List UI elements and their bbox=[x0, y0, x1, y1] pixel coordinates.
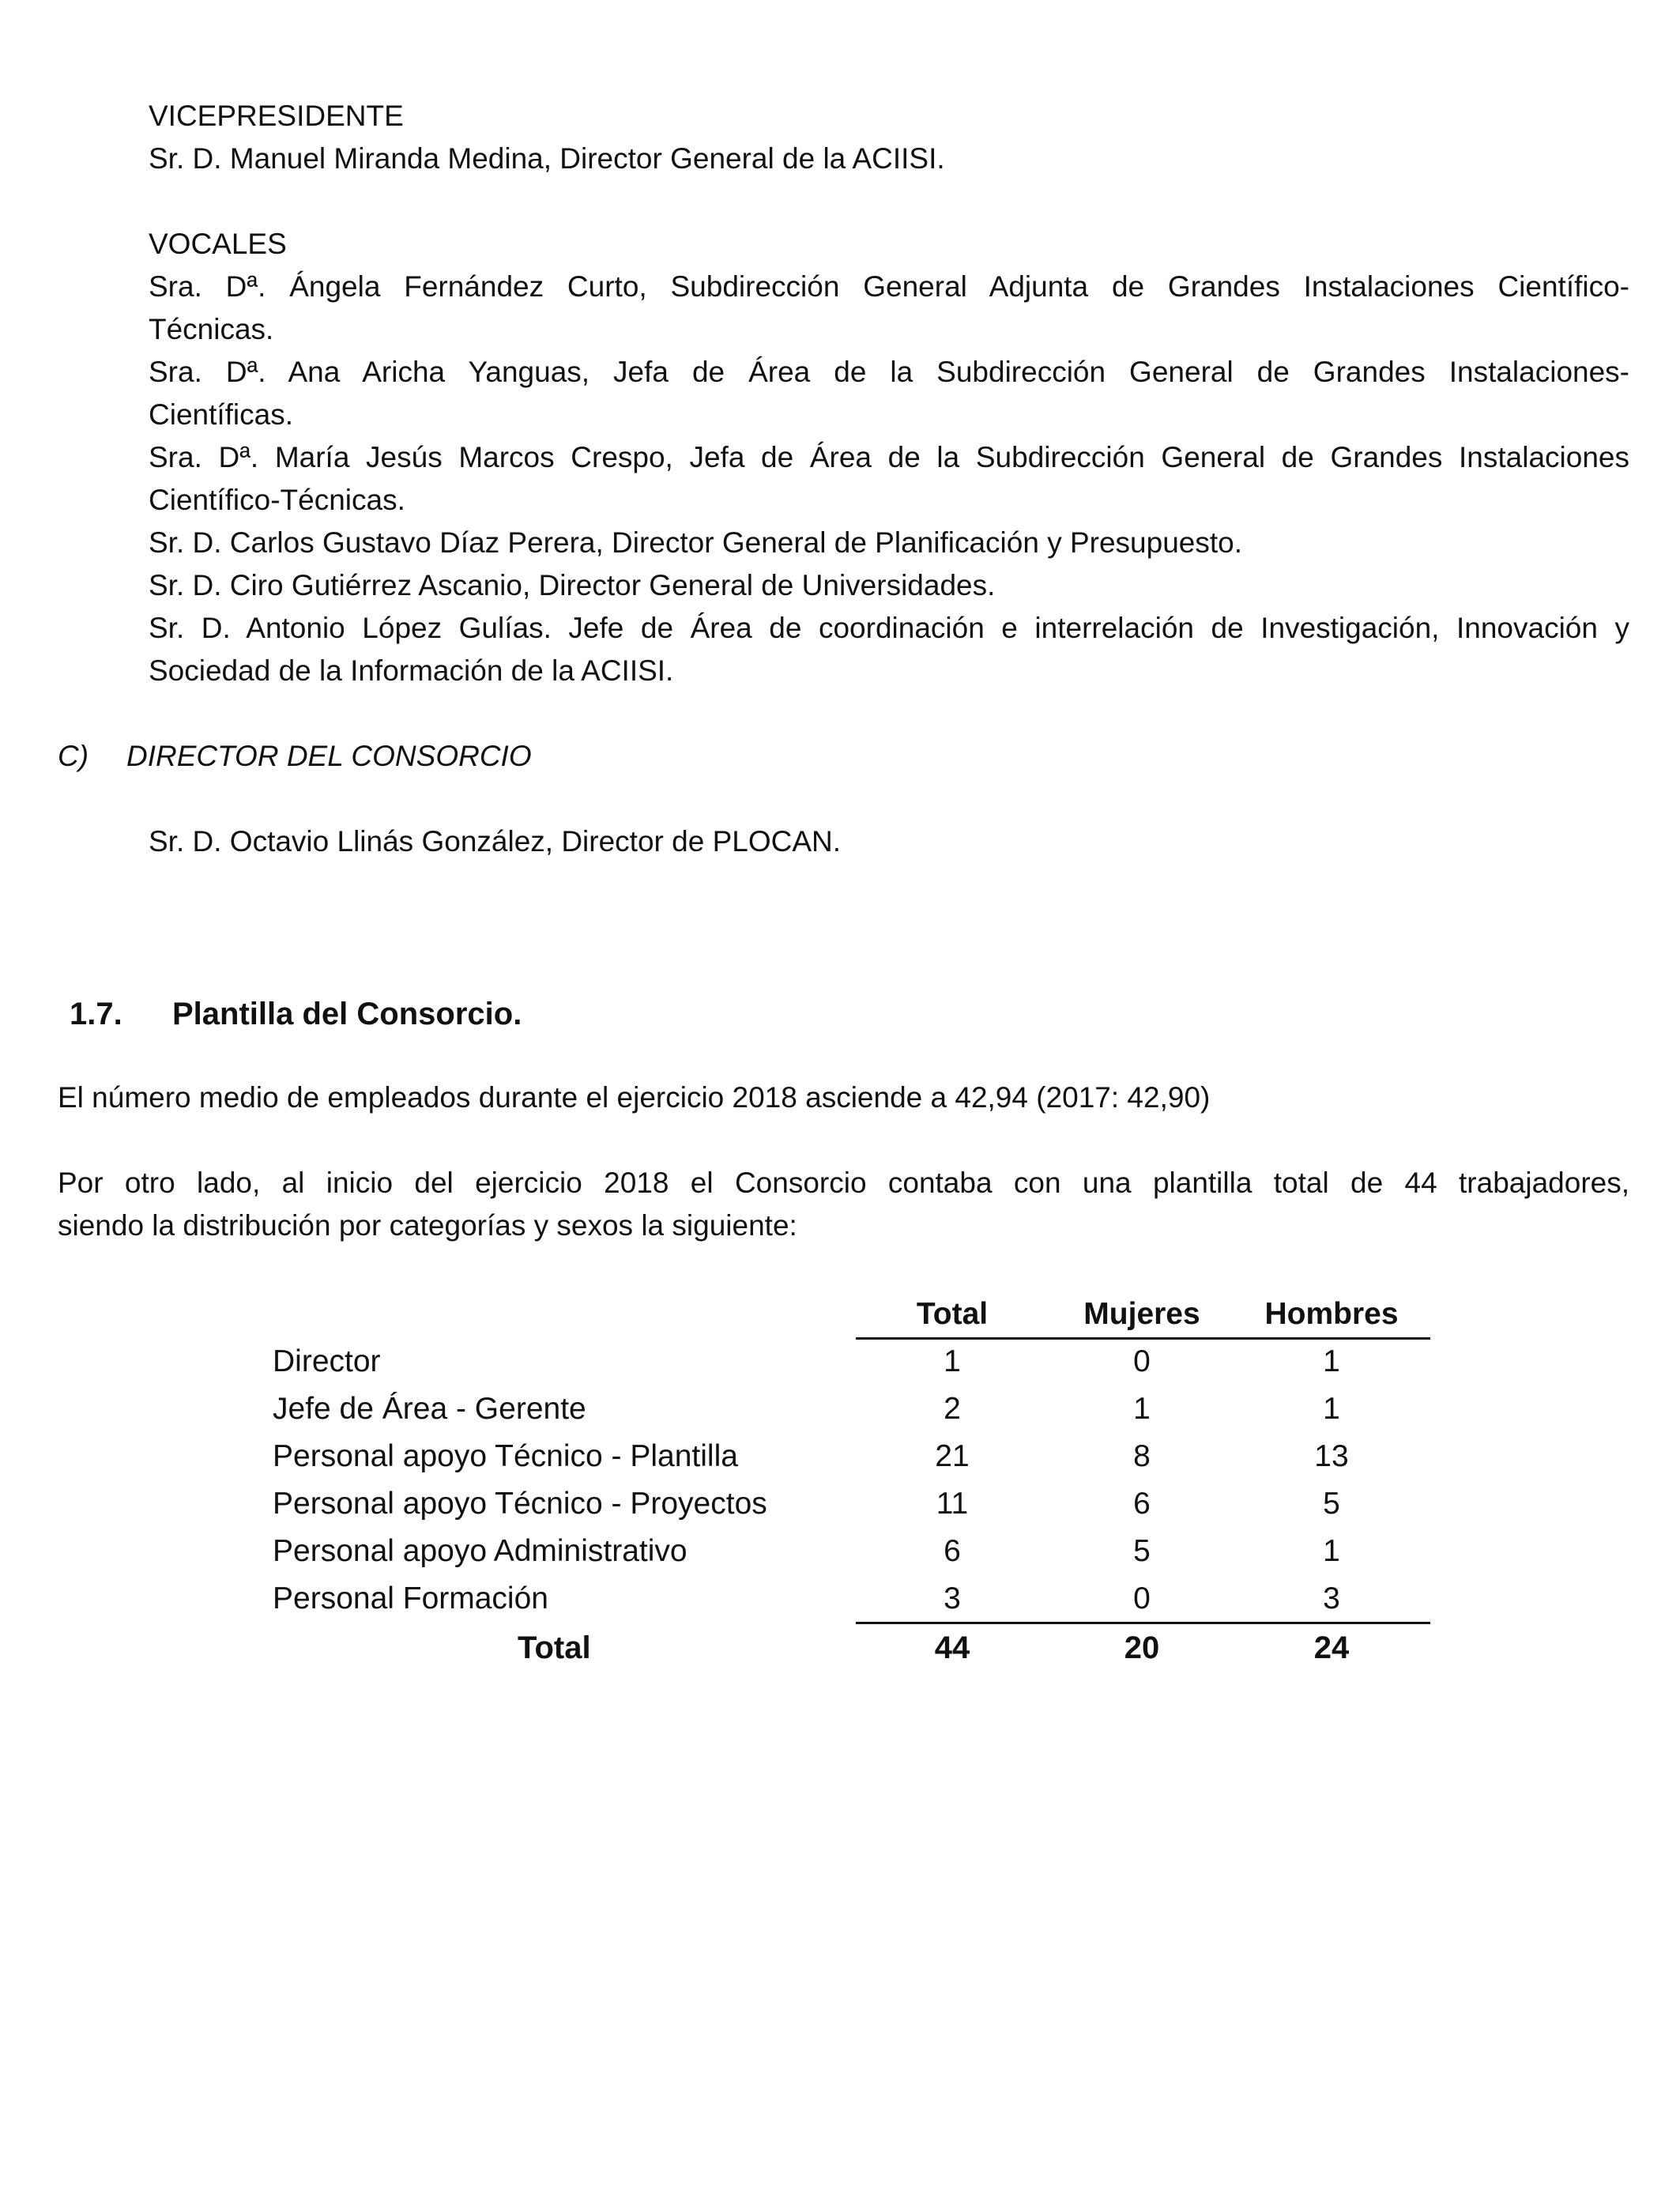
header-mujeres: Mujeres bbox=[1083, 1297, 1200, 1331]
director-section-letter: C) bbox=[58, 740, 89, 772]
cell-mujeres: 1 bbox=[1133, 1392, 1151, 1426]
vocal-line-6: Científico-Técnicas. bbox=[149, 484, 405, 516]
header-rule bbox=[856, 1337, 1430, 1340]
row-label-formacion: Personal Formación bbox=[273, 1581, 548, 1615]
paragraph-staff-line-1: Por otro lado, al inicio del ejercicio 2018 el Consorcio contaba con una plantilla total de 44 trabajadores, bbox=[58, 1167, 1629, 1199]
cell-hombres: 1 bbox=[1323, 1534, 1340, 1568]
paragraph-employees-average: El número medio de empleados durante el ejercicio 2018 asciende a 42,94 (2017: 42,90) bbox=[58, 1081, 1211, 1114]
totals-label: Total bbox=[518, 1630, 591, 1665]
vocal-line-8: Sr. D. Ciro Gutiérrez Ascanio, Director General de Universidades. bbox=[149, 569, 996, 601]
cell-total: 6 bbox=[944, 1534, 961, 1568]
cell-hombres: 3 bbox=[1323, 1581, 1340, 1615]
vocal-line-5: Sra. Dª. María Jesús Marcos Crespo, Jefa de Área de la Subdirección General de Grandes Instalaciones bbox=[149, 441, 1629, 473]
header-hombres: Hombres bbox=[1264, 1297, 1399, 1331]
row-label-tecnico-plantilla: Personal apoyo Técnico - Plantilla bbox=[273, 1439, 738, 1473]
director-member: Sr. D. Octavio Llinás González, Director de PLOCAN. bbox=[149, 825, 842, 858]
vocal-line-9: Sr. D. Antonio López Gulías. Jefe de Área de coordinación e interrelación de Investigación, Innovación y bbox=[149, 612, 1629, 644]
cell-hombres: 13 bbox=[1314, 1439, 1349, 1473]
vocal-line-4: Científicas. bbox=[149, 398, 294, 431]
vocal-line-2: Técnicas. bbox=[149, 313, 274, 345]
totals-total: 44 bbox=[934, 1630, 970, 1665]
cell-total: 3 bbox=[944, 1581, 961, 1615]
cell-total: 21 bbox=[935, 1439, 970, 1473]
cell-mujeres: 0 bbox=[1133, 1581, 1151, 1615]
row-label-administrativo: Personal apoyo Administrativo bbox=[273, 1534, 687, 1568]
totals-rule bbox=[856, 1622, 1430, 1624]
cell-hombres: 1 bbox=[1323, 1392, 1340, 1426]
cell-total: 11 bbox=[936, 1487, 969, 1521]
section-number: 1.7. bbox=[70, 997, 122, 1031]
totals-hombres: 24 bbox=[1313, 1630, 1350, 1665]
header-total: Total bbox=[916, 1297, 989, 1331]
vocal-line-1: Sra. Dª. Ángela Fernández Curto, Subdirección General Adjunta de Grandes Instalaciones Científico- bbox=[149, 270, 1629, 303]
vocal-line-10: Sociedad de la Información de la ACIISI. bbox=[149, 654, 674, 687]
cell-hombres: 1 bbox=[1323, 1344, 1340, 1378]
cell-mujeres: 0 bbox=[1133, 1344, 1151, 1378]
cell-total: 1 bbox=[944, 1344, 961, 1378]
cell-hombres: 5 bbox=[1323, 1487, 1340, 1521]
row-label-jefe-area: Jefe de Área - Gerente bbox=[273, 1392, 586, 1426]
vocal-line-3: Sra. Dª. Ana Aricha Yanguas, Jefa de Área de la Subdirección General de Grandes Instalaciones- bbox=[149, 356, 1629, 388]
director-section-heading: DIRECTOR DEL CONSORCIO bbox=[126, 740, 532, 772]
vocales-heading: VOCALES bbox=[149, 228, 287, 260]
vicepresidente-member: Sr. D. Manuel Miranda Medina, Director General de la ACIISI. bbox=[149, 142, 945, 175]
row-label-tecnico-proyectos: Personal apoyo Técnico - Proyectos bbox=[273, 1487, 767, 1521]
cell-mujeres: 5 bbox=[1133, 1534, 1151, 1568]
cell-mujeres: 8 bbox=[1133, 1439, 1151, 1473]
paragraph-staff-line-2: siendo la distribución por categorías y sexos la siguiente: bbox=[58, 1209, 797, 1242]
cell-mujeres: 6 bbox=[1133, 1487, 1151, 1521]
cell-total: 2 bbox=[944, 1392, 961, 1426]
row-label-director: Director bbox=[273, 1344, 381, 1378]
section-title: Plantilla del Consorcio. bbox=[172, 997, 522, 1031]
totals-mujeres: 20 bbox=[1124, 1630, 1160, 1665]
vicepresidente-heading: VICEPRESIDENTE bbox=[149, 100, 404, 132]
vocal-line-7: Sr. D. Carlos Gustavo Díaz Perera, Director General de Planificación y Presupuesto. bbox=[149, 526, 1242, 559]
